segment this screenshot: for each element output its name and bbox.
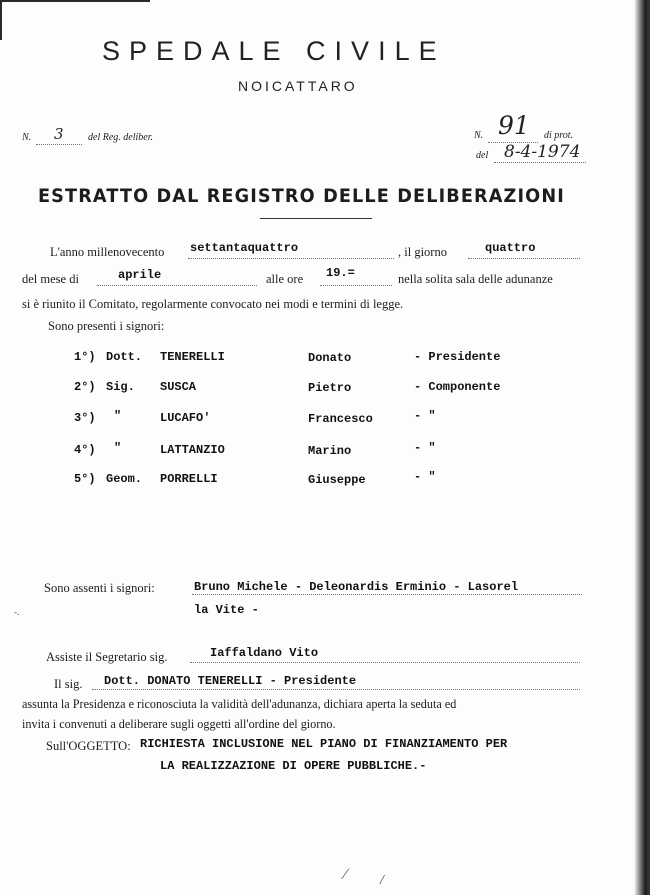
year-label: L'anno millenovecento <box>50 245 165 259</box>
member-surname: LATTANZIO <box>160 443 225 457</box>
pen-mark: ⁄ <box>344 866 347 883</box>
scan-edge-top-left <box>0 0 150 2</box>
day-dots <box>468 258 580 259</box>
day-value: quattro <box>485 241 536 255</box>
room-text: nella solita sala delle adunanze <box>398 272 553 286</box>
reg-number: 3 <box>54 125 64 143</box>
hour-dots <box>320 285 392 286</box>
scan-edge-right <box>634 0 650 895</box>
day-label: , il giorno <box>398 245 447 259</box>
hospital-name: SPEDALE CIVILE <box>102 36 446 66</box>
reg-n-dots <box>36 144 82 145</box>
prot-n-label: N. <box>474 130 484 141</box>
member-name: Francesco <box>308 412 373 426</box>
presidency-text: assunta la Presidenza e riconosciuta la validità dell'adunanza, dichiara aperta la seduta ed <box>22 697 457 711</box>
hour-label: alle ore <box>266 272 304 286</box>
member-role: - " <box>414 409 436 423</box>
member-role: - " <box>414 470 436 484</box>
prot-label: di prot. <box>544 130 574 141</box>
month-dots <box>97 285 257 286</box>
absent-label: Sono assenti i signori: <box>44 581 155 595</box>
member-number: 5°) <box>74 472 96 486</box>
member-number: 1°) <box>74 350 96 364</box>
member-title: " <box>114 441 122 455</box>
present-label: Sono presenti i signori: <box>48 319 165 333</box>
member-role: - Presidente <box>414 350 501 364</box>
member-surname: TENERELLI <box>160 350 225 364</box>
reg-label: del Reg. deliber. <box>88 132 153 143</box>
member-title: Dott. <box>106 350 143 364</box>
secretary-dots <box>190 662 580 663</box>
member-name: Donato <box>308 351 352 365</box>
subject-line-1: RICHIESTA INCLUSIONE NEL PIANO DI FINANZIAMENTO PER <box>140 737 508 751</box>
member-number: 4°) <box>74 443 96 457</box>
absent-line-2: la Vite - <box>194 603 259 617</box>
secretary-label: Assiste il Segretario sig. <box>46 650 168 664</box>
year-value: settantaquattro <box>190 241 299 255</box>
town-name: NOICATTARO <box>238 78 358 94</box>
member-title: Geom. <box>106 472 143 486</box>
pen-mark: -. <box>14 607 20 617</box>
date-label: del <box>476 150 489 161</box>
member-surname: LUCAFO' <box>160 411 211 425</box>
member-role: - " <box>414 441 436 455</box>
president-value: Dott. DONATO TENERELLI - Presidente <box>104 674 357 688</box>
convocation-text: si è riunito il Comitato, regolarmente convocato nei modi e termini di legge. <box>22 297 404 311</box>
subject-line-2: LA REALIZZAZIONE DI OPERE PUBBLICHE.- <box>160 759 427 773</box>
title-underline <box>260 218 372 219</box>
document-title: ESTRATTO DAL REGISTRO DELLE DELIBERAZIONI <box>38 185 565 207</box>
president-label: Il sig. <box>54 677 83 691</box>
member-number: 2°) <box>74 380 96 394</box>
hour-value: 19.= <box>326 266 355 280</box>
date-dots <box>494 162 586 163</box>
pen-mark: / <box>380 873 384 888</box>
reg-n-label: N. <box>22 132 32 143</box>
year-dots <box>188 258 394 259</box>
subject-label: Sull'OGGETTO: <box>46 739 131 753</box>
member-title: " <box>114 409 122 423</box>
protocol-date: 8-4-1974 <box>504 142 581 162</box>
absent-dots <box>192 594 582 595</box>
invite-text: invita i convenuti a deliberare sugli oggetti all'ordine del giorno. <box>22 717 336 731</box>
absent-line-1: Bruno Michele - Deleonardis Erminio - Lasorel <box>194 580 519 594</box>
month-value: aprile <box>118 268 162 282</box>
protocol-number: 91 <box>498 111 530 140</box>
member-name: Marino <box>308 444 352 458</box>
member-number: 3°) <box>74 411 96 425</box>
member-surname: PORRELLI <box>160 472 218 486</box>
member-title: Sig. <box>106 380 135 394</box>
month-label: del mese di <box>22 272 79 286</box>
scan-edge-left <box>0 0 2 40</box>
member-name: Giuseppe <box>308 473 366 487</box>
president-dots <box>92 689 580 690</box>
member-name: Pietro <box>308 381 352 395</box>
secretary-value: Iaffaldano Vito <box>210 646 319 660</box>
member-role: - Componente <box>414 380 501 394</box>
member-surname: SUSCA <box>160 380 197 394</box>
